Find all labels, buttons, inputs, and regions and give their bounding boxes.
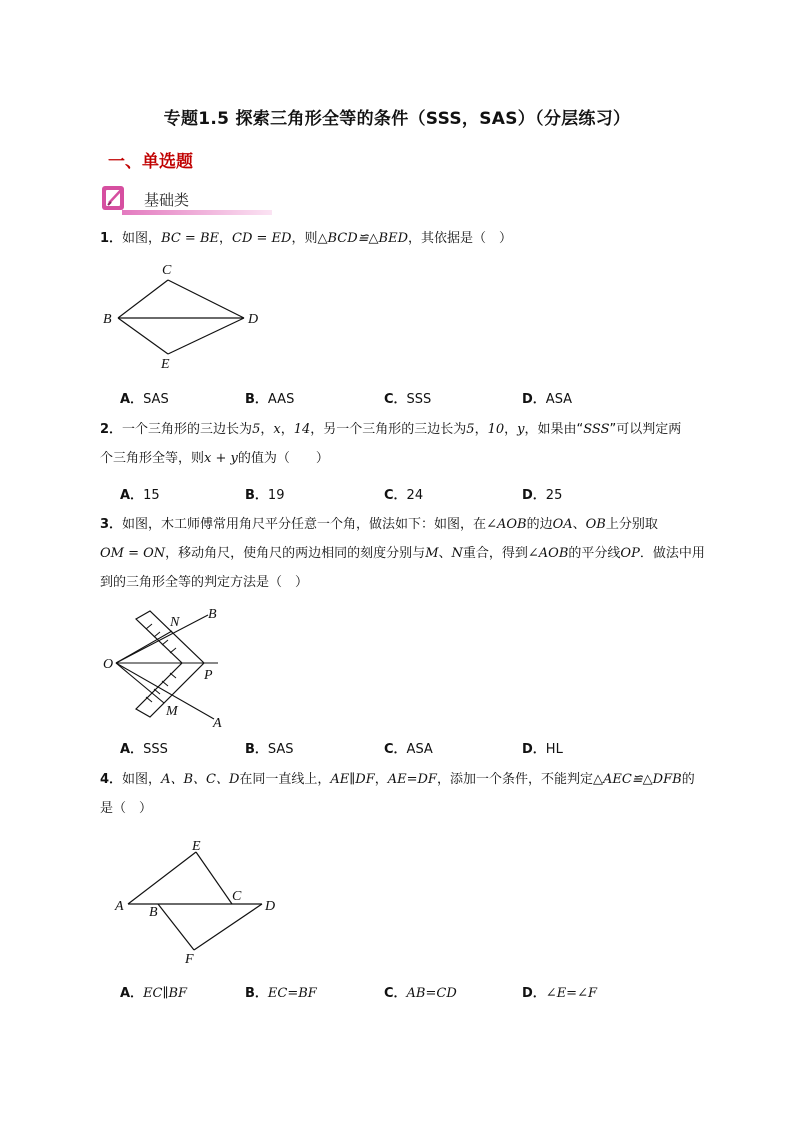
q4-option-b[interactable]: B．EC=BF [245, 986, 317, 1001]
point-label-n: N [170, 615, 180, 630]
question-number: 1． [100, 231, 123, 246]
point-label-f: F [185, 952, 194, 967]
point-label-a: A [213, 716, 222, 731]
point-label-a: A [115, 899, 124, 914]
q2-option-b[interactable]: B．19 [245, 488, 285, 503]
point-label-b: B [208, 607, 217, 622]
point-label-b: B [103, 312, 112, 327]
q1-option-c[interactable]: C．SSS [384, 392, 432, 407]
point-label-o: O [103, 657, 114, 672]
point-label-d: D [265, 899, 276, 914]
point-label-e: E [161, 357, 170, 372]
q1-option-d[interactable]: D．ASA [522, 392, 573, 407]
question-number: 4． [100, 772, 123, 787]
point-label-p: P [204, 668, 213, 683]
question-3: 3．如图，木工师傅常用角尺平分任意一个角，做法如下：如图，在∠AOB的边OA、OB上分别取 OM = ON，移动角尺，使角尺的两边相同的刻度分别与M、N重合，得到∠AOB的平分线OP．做法中用 到的三角形全等的判定方法是（ ） [100, 517, 705, 590]
figure-q1-kite [98, 260, 278, 370]
q3-option-c[interactable]: C．ASA [384, 742, 433, 757]
question-1: 1．如图，BC = BE，CD = ED，则△BCD≌△BED，其依据是（ ） [100, 231, 513, 246]
point-label-e: E [192, 839, 201, 854]
figure-q4-triangles [112, 836, 302, 966]
point-label-m: M [166, 704, 178, 719]
q4-option-c[interactable]: C．AB=CD [384, 986, 457, 1001]
point-label-c: C [232, 889, 242, 904]
figure-q3-angle-ruler [100, 605, 250, 735]
q4-option-a[interactable]: A．EC∥BF [120, 986, 188, 1001]
question-2: 2．一个三角形的三边长为5，x，14，另一个三角形的三边长为5，10，y，如果由“SSS”可以判定两 个三角形全等，则x + y的值为（ ） [100, 422, 682, 466]
q2-option-d[interactable]: D．25 [522, 488, 563, 503]
q4-option-d[interactable]: D．∠E=∠F [522, 986, 597, 1001]
section-heading: 一、单选题 [108, 152, 193, 172]
banner-underline [122, 209, 272, 217]
point-label-d: D [248, 312, 259, 327]
question-number: 3． [100, 517, 123, 532]
point-label-b: B [149, 905, 158, 920]
q2-option-c[interactable]: C．24 [384, 488, 424, 503]
q3-option-d[interactable]: D．HL [522, 742, 563, 757]
q1-option-b[interactable]: B．AAS [245, 392, 295, 407]
q1-option-a[interactable]: A．SAS [120, 392, 169, 407]
subsection-banner [100, 183, 240, 215]
q3-option-b[interactable]: B．SAS [245, 742, 294, 757]
subsection-label: 基础类 [144, 191, 190, 209]
point-label-c: C [162, 263, 172, 278]
page-title: 专题1.5 探索三角形全等的条件（SSS，SAS）（分层练习） [163, 109, 631, 129]
q2-option-a[interactable]: A．15 [120, 488, 160, 503]
q3-option-a[interactable]: A．SSS [120, 742, 168, 757]
question-4: 4．如图，A、B、C、D在同一直线上，AE∥DF，AE=DF，添加一个条件，不能判定△AEC≌△DFB的 是（ ） [100, 772, 695, 816]
question-number: 2． [100, 422, 123, 437]
